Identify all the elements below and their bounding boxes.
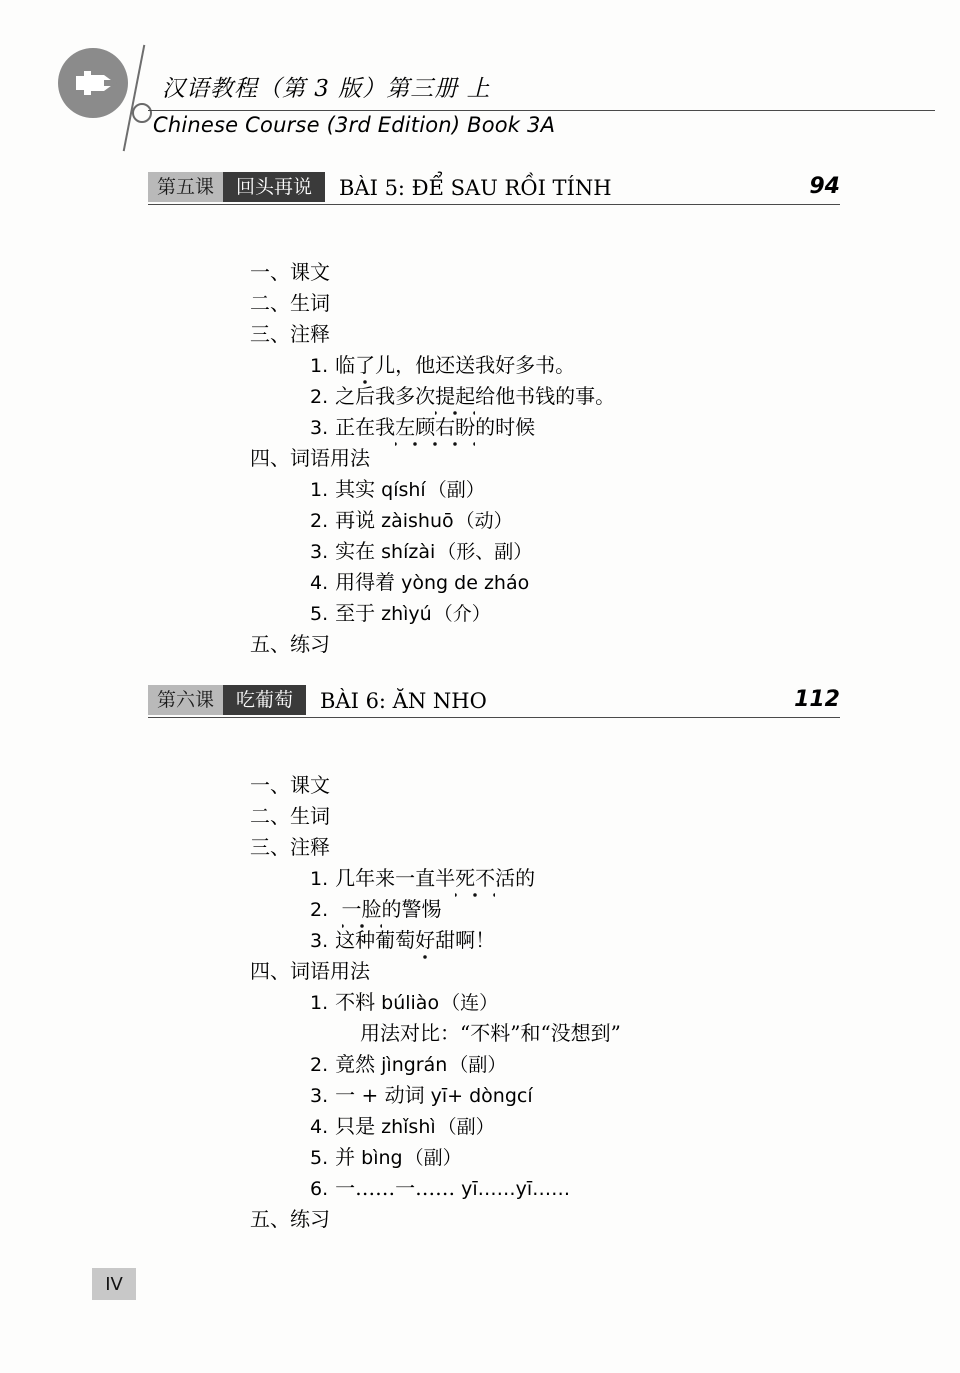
entry-chinese-term: 其实	[335, 477, 376, 501]
masthead-divider	[148, 110, 935, 111]
lesson-header-rule	[148, 717, 840, 718]
entry-chinese-term: 实在	[335, 539, 376, 563]
entry-label: 二、生词	[250, 804, 330, 828]
entry-chinese-term: 一 + 动词	[335, 1083, 425, 1107]
toc-entry[interactable]	[310, 1054, 506, 1075]
entry-chinese-term: 竟然	[335, 1052, 376, 1076]
entry-text-after: 给他书钱的事。	[475, 384, 616, 408]
entry-text-after: 的时候	[475, 415, 536, 439]
entry-chinese-term: 不料	[335, 990, 376, 1014]
lesson-number-tag: 第六课	[148, 685, 223, 715]
entry-pinyin: jìngrán	[381, 1054, 448, 1076]
book-title-english: Chinese Course (3rd Edition) Book 3A	[153, 113, 556, 137]
lesson-page-number: 94	[809, 174, 840, 199]
entry-text-after: 儿，他还送我好多书。	[375, 353, 576, 377]
masthead	[0, 0, 960, 160]
entry-emphasized-text: 死不	[455, 866, 496, 890]
entry-emphasized-text: 好	[415, 928, 436, 952]
entry-text-after: 活的	[495, 866, 536, 890]
entry-number: 5.	[310, 603, 329, 625]
entry-text-before: 几年来一直半	[335, 866, 456, 890]
entry-number: 3.	[310, 541, 329, 563]
entry-pinyin: yī+ dòngcí	[430, 1085, 533, 1107]
lesson-header[interactable]	[148, 685, 840, 719]
masthead-circle-marker	[132, 103, 152, 123]
lesson-number-tag: 第五课	[148, 172, 223, 202]
toc-entry[interactable]	[250, 293, 330, 313]
entry-number: 2.	[310, 510, 329, 532]
entry-number: 6.	[310, 1178, 329, 1200]
entry-chinese-term: 用得着	[335, 570, 396, 594]
lesson-title-vietnamese: BÀI 6: ĂN NHO	[320, 689, 487, 713]
entry-pinyin: qíshí	[381, 479, 426, 501]
entry-label: 三、注释	[250, 322, 330, 346]
entry-text-before: 临	[335, 353, 356, 377]
entry-chinese-term: 只是	[335, 1114, 376, 1138]
entry-pinyin: búliào	[381, 992, 440, 1014]
entry-pinyin: yòng de zháo	[401, 572, 530, 594]
entry-label: 四、词语用法	[250, 959, 370, 983]
lesson-header-rule	[148, 204, 840, 205]
entry-chinese-term: 并	[335, 1145, 356, 1169]
entry-label: 四、词语用法	[250, 446, 370, 470]
toc-entry[interactable]	[250, 634, 330, 654]
entry-pinyin: zàishuō	[381, 510, 454, 532]
entry-part-of-speech: （副）	[437, 1116, 495, 1138]
entry-number: 4.	[310, 572, 329, 594]
entry-part-of-speech: （介）	[433, 603, 491, 625]
entry-number: 1.	[310, 355, 329, 377]
lesson-block	[0, 172, 960, 656]
entry-number: 3.	[310, 930, 329, 952]
entry-part-of-speech: （副）	[404, 1147, 462, 1169]
entry-label: 五、练习	[250, 1207, 330, 1231]
toc-entry[interactable]	[250, 961, 370, 981]
entry-pinyin: zhìyú	[381, 603, 432, 625]
toc-entry[interactable]	[310, 572, 529, 593]
toc-entry[interactable]	[250, 324, 330, 344]
entry-emphasized-text: 了	[355, 353, 376, 377]
entry-label: 一、课文	[250, 260, 330, 284]
toc-entry[interactable]	[310, 868, 535, 889]
entry-pinyin: yī……yī……	[461, 1178, 571, 1200]
entry-pinyin: shízài	[381, 541, 436, 563]
toc-entry[interactable]	[250, 448, 370, 468]
entry-chinese-term: 再说	[335, 508, 376, 532]
entry-text-after: 的警惕	[381, 897, 442, 921]
entry-number: 1.	[310, 868, 329, 890]
lesson-title-tag: 回头再说	[223, 172, 325, 202]
entry-pinyin: bìng	[361, 1147, 403, 1169]
entry-number: 1.	[310, 992, 329, 1014]
entry-chinese-term: 至于	[335, 601, 376, 625]
pen-nib-icon	[58, 48, 128, 118]
toc-entry[interactable]	[250, 806, 330, 826]
entry-emphasized-text: 一脸	[341, 897, 382, 921]
toc-entry[interactable]	[250, 837, 330, 857]
entry-label: 二、生词	[250, 291, 330, 315]
entry-emphasized-text: 提起	[435, 384, 476, 408]
entry-label: 用法对比：“不料”和“没想到”	[360, 1021, 621, 1045]
entry-number: 1.	[310, 479, 329, 501]
entry-part-of-speech: （动）	[455, 510, 513, 532]
entry-text-before: 之后我多次	[335, 384, 436, 408]
entry-part-of-speech: （副）	[427, 479, 485, 501]
toc-entry[interactable]	[310, 930, 495, 951]
page-folio	[92, 1268, 136, 1300]
toc-entry[interactable]	[310, 479, 485, 500]
toc-entry[interactable]	[310, 386, 615, 407]
toc-entry[interactable]	[310, 1085, 533, 1106]
entry-chinese-term: 一……一……	[335, 1176, 456, 1200]
lesson-page-number: 112	[794, 687, 840, 712]
entry-number: 2.	[310, 899, 329, 921]
lesson-block	[0, 685, 960, 1231]
toc-entry[interactable]	[250, 262, 330, 282]
entry-number: 2.	[310, 386, 329, 408]
toc-entry[interactable]	[310, 510, 513, 531]
entry-number: 3.	[310, 417, 329, 439]
entry-text-before: 正在我	[335, 415, 396, 439]
toc-entry[interactable]	[310, 899, 442, 920]
lesson-title-tag: 吃葡萄	[223, 685, 306, 715]
toc-entry[interactable]	[250, 1209, 330, 1229]
toc-entry[interactable]	[310, 992, 498, 1013]
entry-number: 2.	[310, 1054, 329, 1076]
toc-entry[interactable]	[250, 775, 330, 795]
toc-entry[interactable]	[310, 355, 575, 376]
toc-entry[interactable]	[310, 541, 532, 562]
entry-emphasized-text: 左顾右盼	[395, 415, 476, 439]
entry-part-of-speech: （形、副）	[437, 541, 533, 563]
lesson-header[interactable]	[148, 172, 840, 206]
entry-number: 4.	[310, 1116, 329, 1138]
toc-entry[interactable]	[310, 1178, 570, 1199]
toc-entry[interactable]	[310, 603, 491, 624]
toc-entry[interactable]	[310, 417, 535, 438]
entry-text-after: 甜啊！	[435, 928, 496, 952]
entry-part-of-speech: （连）	[441, 992, 499, 1014]
toc-entry[interactable]	[310, 1116, 495, 1137]
entry-text-before: 这种葡萄	[335, 928, 416, 952]
lesson-title-vietnamese: BÀI 5: ĐỂ SAU RỒI TÍNH	[339, 176, 612, 200]
entry-number: 5.	[310, 1147, 329, 1169]
entry-label: 五、练习	[250, 632, 330, 656]
entry-pinyin: zhǐshì	[381, 1116, 436, 1138]
entry-number: 3.	[310, 1085, 329, 1107]
book-title-chinese: 汉语教程（第 3 版）第三册 上	[162, 76, 491, 102]
entry-label: 一、课文	[250, 773, 330, 797]
entry-label: 三、注释	[250, 835, 330, 859]
entry-part-of-speech: （副）	[449, 1054, 507, 1076]
toc-entry[interactable]	[310, 1147, 462, 1168]
folio-label: IV	[105, 1274, 123, 1295]
toc-entry[interactable]	[360, 1023, 621, 1043]
